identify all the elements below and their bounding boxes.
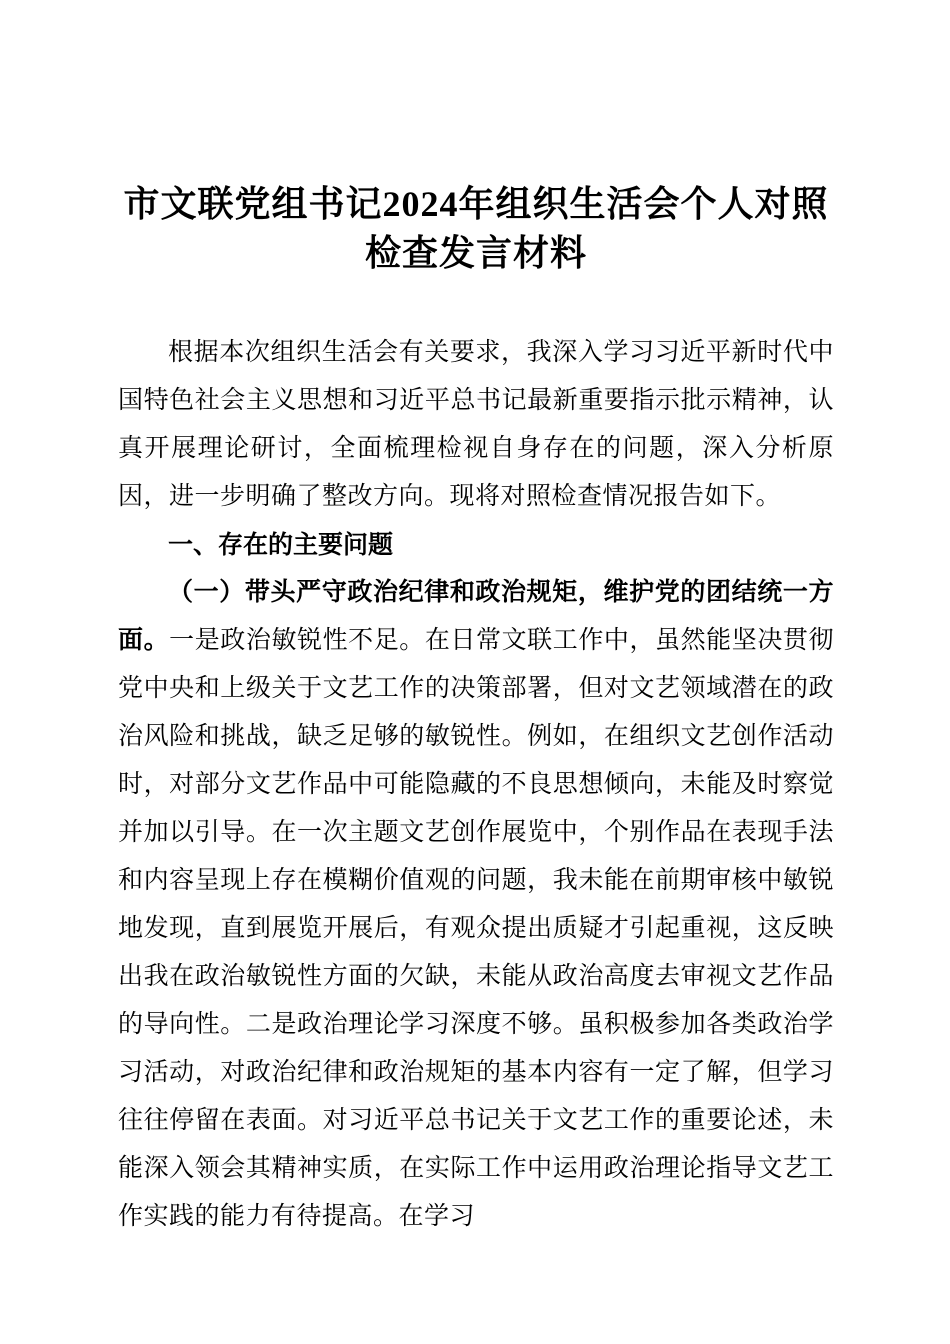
subsection-lead: （一）带头严守政治纪律和政治规矩，维护党的团结统一方面。 — [118, 579, 834, 654]
document-title: 市文联党组书记2024年组织生活会个人对照检查发言材料 — [123, 184, 829, 273]
subsection-paragraph — [118, 569, 834, 1241]
point-two-text: 虽积极参加各类政治学习活动，对政治纪律和政治规矩的基本内容有一定了解，但学习往往停留在表面。对习近平总书记关于文艺工作的重要论述，未能深入领会其精神实质，在实际工作中运用政治理论指导文艺工作实践的能力有待提高。在学习 — [118, 1011, 834, 1230]
section-heading-main-problems: 一、存在的主要问题 — [168, 531, 394, 559]
point-one-marker: 一是政治敏锐性不足。 — [169, 627, 425, 654]
point-one-text: 在日常文联工作中，虽然能坚决贯彻党中央和上级关于文艺工作的决策部署，但对文艺领域潜在的政治风险和挑战，缺乏足够的敏锐性。例如，在组织文艺创作活动时，对部分文艺作品中可能隐藏的不良思想倾向，未能及时察觉并加以引导。在一次主题文艺创作展览中，个别作品在表现手法和内容呈现上存在模糊价值观的问题，我未能在前期审核中敏锐地发现，直到展览开展后，有观众提出质疑才引起重视，这反映出我在政治敏锐性方面的欠缺，未能从政治高度去审视文艺作品的导向性。 — [118, 627, 834, 1038]
intro-paragraph: 根据本次组织生活会有关要求，我深入学习习近平新时代中国特色社会主义思想和习近平总书记最新重要指示批示精神，认真开展理论研讨，全面梳理检视自身存在的问题，深入分析原因，进一步明确了整改方向。现将对照检查情况报告如下。 — [118, 339, 834, 510]
point-two-marker: 二是政治理论学习深度不够。 — [245, 1011, 579, 1038]
